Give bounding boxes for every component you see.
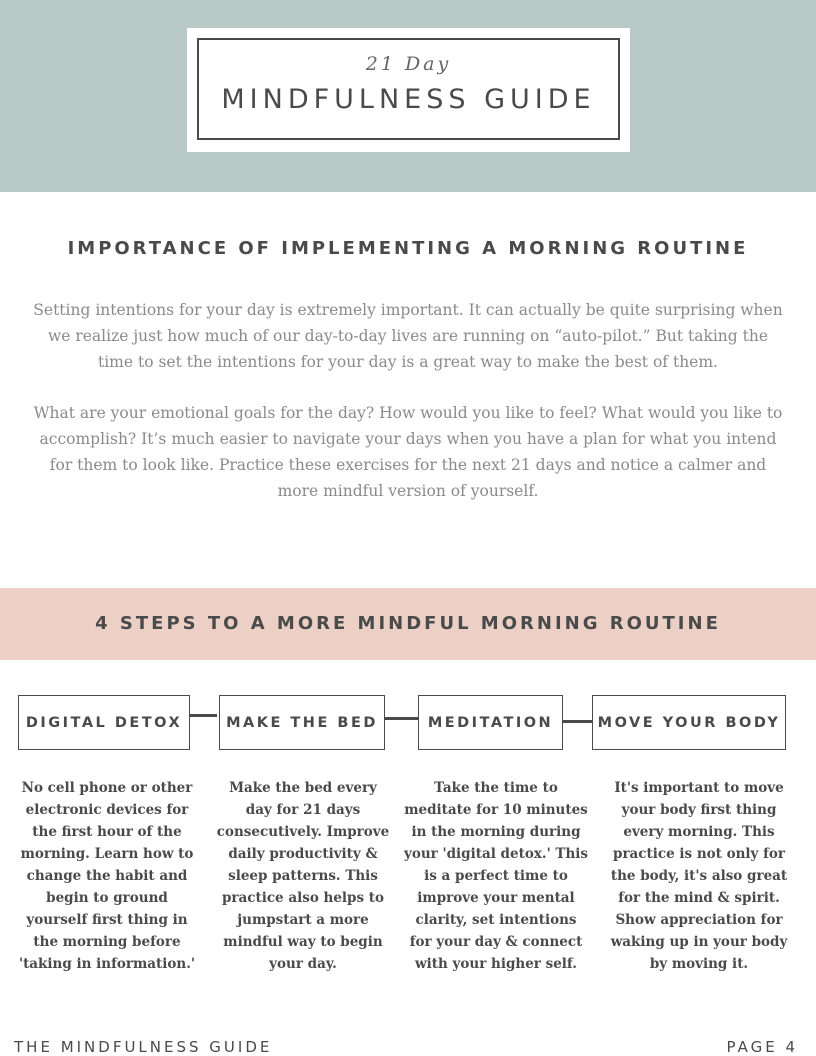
intro-paragraph: What are your emotional goals for the day? How would you like to feel? What would you like to accomplish? It’s much easier to navigate your days when you have a plan for what you intend for them to look like. Practice these exercises for the next 21 days and notice a calmer and more mindful version of yourself. <box>33 404 783 500</box>
title-kicker: 21 Day <box>365 53 452 75</box>
step-description: Take the time to meditate for 10 minutes in the morning during your 'digital detox.' This is a perfect time to improve your mental clarity, set intentions for your day & connect with your higher self. <box>404 780 588 972</box>
intro-paragraph: Setting intentions for your day is extremely important. It can actually be quite surprising when we realize just how much of our day-to-day lives are running on “auto-pilot.” But taking the time to set the intentions for your day is a great way to make the best of them. <box>33 301 783 371</box>
step-description: No cell phone or other electronic devices for the first hour of the morning. Learn how to change the habit and begin to ground yourself first thing in the morning before 'taking in information.' <box>18 780 196 972</box>
steps-band <box>0 588 816 660</box>
header-band <box>0 0 816 192</box>
title-frame <box>197 38 620 140</box>
footer-title: THE MINDFULNESS GUIDE <box>14 1038 273 1056</box>
page-title: MINDFULNESS GUIDE <box>221 84 596 115</box>
step-title-box: DIGITAL DETOX <box>18 695 190 750</box>
step-connector <box>385 717 418 720</box>
page-number: PAGE 4 <box>726 1038 798 1056</box>
intro-heading: IMPORTANCE OF IMPLEMENTING A MORNING ROUTINE <box>67 238 749 259</box>
step-description: It's important to move your body first thing every morning. This practice is not only for the body, it's also great for the mind & spirit. Show appreciation for waking up in your body by moving it. <box>610 780 788 972</box>
step-connector <box>563 720 595 723</box>
steps-heading: 4 STEPS TO A MORE MINDFUL MORNING ROUTINE <box>95 613 721 634</box>
step-description: Make the bed every day for 21 days consecutively. Improve daily productivity & sleep patterns. This practice also helps to jumpstart a more mindful way to begin your day. <box>216 780 390 972</box>
step-title-box: MAKE THE BED <box>219 695 385 750</box>
step-title-box: MOVE YOUR BODY <box>592 695 786 750</box>
step-title-box: MEDITATION <box>418 695 563 750</box>
title-card <box>187 28 630 152</box>
step-connector <box>190 714 217 717</box>
